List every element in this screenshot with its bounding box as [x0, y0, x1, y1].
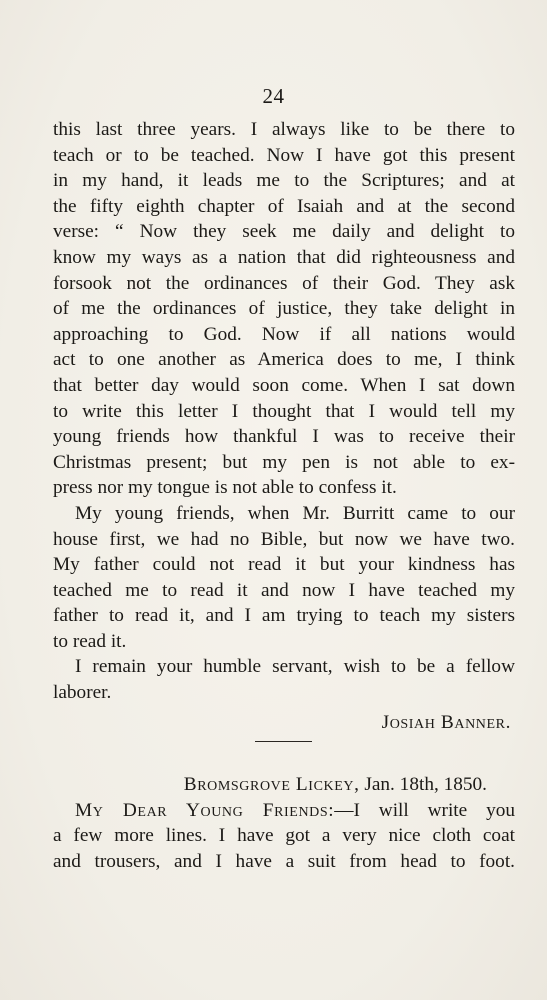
text-line: My young friends, when Mr. Burritt came to our — [75, 502, 515, 524]
dateline — [53, 772, 515, 798]
signature: Josiah Banner. — [381, 711, 511, 733]
text-line: know my ways as a nation that did righteousness and — [53, 246, 515, 268]
text-line: forsook not the ordinances of their God. They ask — [53, 272, 515, 294]
dateline-date: Jan. 18th, 1850. — [364, 774, 487, 795]
text-line: house first, we had no Bible, but now we have two. — [53, 528, 515, 550]
text-line: teach or to be teached. Now I have got this present — [53, 144, 515, 166]
salutation-line — [53, 798, 515, 824]
salutation: My Dear Young Friends: — [75, 799, 335, 821]
text-line: of me the ordinances of justice, they take delight in — [53, 298, 515, 320]
text-line: press nor my tongue is not able to confess it. — [53, 477, 397, 499]
text-line: approaching to God. Now if all nations would — [53, 323, 515, 345]
text-line: I remain your humble servant, wish to be a fellow — [75, 656, 515, 678]
text-line: the fifty eighth chapter of Isaiah and at the second — [53, 195, 515, 217]
text-line: father to read it, and I am trying to teach my sisters — [53, 605, 515, 627]
page-number: 24 — [262, 84, 285, 108]
text-line: this last three years. I always like to be there to — [53, 119, 515, 140]
text-line: to write this letter I thought that I would tell my — [53, 400, 515, 422]
text-line: Christmas present; but my pen is not able to ex- — [53, 451, 515, 473]
text-line: laborer. — [53, 682, 112, 704]
text-line: teached me to read it and now I have teached my — [53, 579, 515, 601]
text-line: My father could not read it but your kindness has — [53, 554, 515, 576]
text-line: verse: “ Now they seek me daily and delight to — [53, 221, 515, 243]
section-divider — [255, 741, 312, 742]
text-line: —I will write you — [334, 799, 515, 821]
text-line: and trousers, and I have a suit from head to foot. — [53, 850, 515, 872]
dateline-place: Bromsgrove Lickey, — [183, 774, 360, 795]
text-line: that better day would soon come. When I sat down — [53, 374, 515, 396]
second-letter — [53, 772, 515, 874]
text-line: act to one another as America does to me, I think — [53, 349, 515, 371]
text-line: in my hand, it leads me to the Scriptures; and at — [53, 170, 515, 192]
text-line: young friends how thankful I was to receive their — [53, 426, 515, 448]
text-line: a few more lines. I have got a very nice cloth coat — [53, 825, 515, 847]
text-line: to read it. — [53, 630, 127, 652]
letter-body — [53, 117, 515, 735]
